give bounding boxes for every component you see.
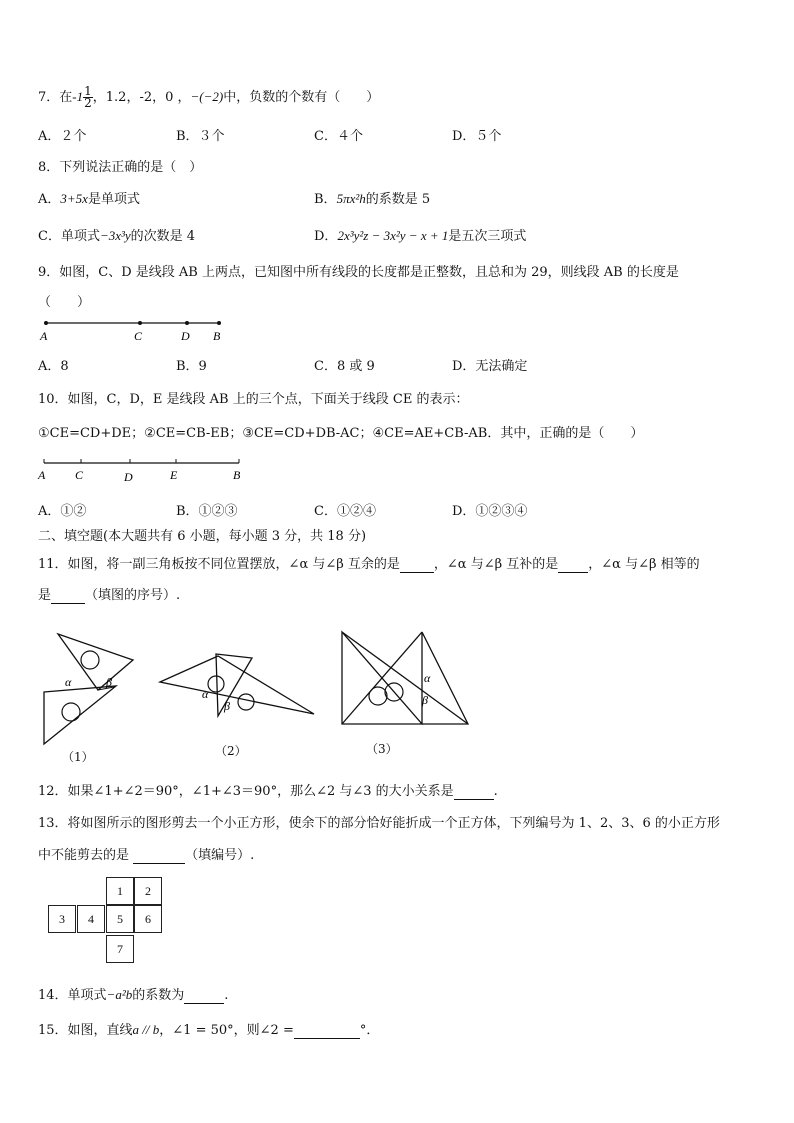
q11-fig2-beta: β [224, 699, 230, 713]
q11-line2: 是 （填图的序号）. [38, 588, 181, 603]
q7-fraction: $\frac{1}{2}$ [84, 84, 92, 110]
q9-option-b[interactable]: B．9 [176, 359, 207, 374]
q10-option-d[interactable]: D．①②③④ [452, 504, 528, 519]
q11-figure-3 [336, 628, 474, 728]
q13-cube-net [48, 877, 164, 965]
net-cell-5: 5 [106, 905, 134, 933]
q11-blank-1[interactable] [400, 557, 434, 573]
q8-option-d[interactable]: D．2x³y²z − 3x²y − x + 1是五次三项式 [314, 228, 527, 244]
q11-line1: 11．如图，将一副三角板按不同位置摆放，∠α 与∠β 互余的是 ，∠α 与∠β 互补的是 ，∠α 与∠β 相等的 [38, 557, 700, 572]
q12-blank[interactable] [454, 784, 494, 800]
q7-stem: 7．在-1 $\frac{1}{2}$ ，1.2，-2，0 ，−(−2)中，负数的个数有（ ） [38, 84, 380, 110]
q7-option-d[interactable]: D．５个 [452, 129, 502, 144]
q15-blank[interactable] [294, 1023, 360, 1039]
q11-blank-2[interactable] [558, 557, 588, 573]
q9-point-c: C [134, 329, 143, 343]
q9-option-d[interactable]: D．无法确定 [452, 359, 528, 374]
q12-stem: 12．如果∠1+∠2＝90°，∠1+∠3＝90°，那么∠2 与∠3 的大小关系是 . [38, 784, 498, 799]
q11-fig3-beta: β [422, 693, 428, 707]
net-cell-3: 3 [48, 905, 76, 933]
q9-stem: 9．如图，C、D 是线段 AB 上两点，已知图中所有线段的长度都是正整数，且总和为 29，则线段 AB 的长度是 [38, 265, 679, 280]
q11-fig1-label: （1） [62, 750, 94, 764]
q9-segment-figure [36, 314, 236, 346]
q10-option-b[interactable]: B．①②③ [176, 504, 238, 519]
net-cell-7: 7 [106, 935, 134, 963]
q9-paren: （ ） [38, 295, 91, 310]
q14-blank[interactable] [184, 988, 224, 1004]
q10-stem: 10．如图，C，D，E 是线段 AB 上的三个点，下面关于线段 CE 的表示： [38, 392, 469, 407]
q10-option-c[interactable]: C．①②④ [314, 504, 376, 519]
q11-fig1-beta: β [106, 675, 112, 689]
q14-stem: 14．单项式−a²b的系数为 . [38, 987, 229, 1003]
q7-option-c[interactable]: C．４个 [314, 129, 363, 144]
q10-point-c: C [75, 468, 84, 482]
q15-stem: 15．如图，直线a // b，∠1 = 50°，则∠2 = °． [38, 1022, 380, 1038]
q10-point-a: A [38, 468, 46, 482]
q11-blank-3[interactable] [51, 588, 85, 604]
net-cell-4: 4 [77, 905, 105, 933]
q9-point-a: A [40, 329, 48, 343]
q10-expressions: ①CE=CD+DE；②CE=CB-EB；③CE=CD+DB-AC；④CE=AE+CB-AB．其中，正确的是（ ） [38, 426, 644, 441]
q11-figure-2 [154, 628, 320, 724]
q7-option-a[interactable]: A．２个 [38, 129, 87, 144]
q8-option-b[interactable]: B．5πx²h的系数是 5 [314, 191, 431, 207]
q8-option-c[interactable]: C．单项式−3x³y的次数是 4 [38, 228, 196, 244]
q8-option-a[interactable]: A．3+5x是单项式 [38, 191, 140, 207]
q11-figure-1 [38, 630, 140, 748]
q13-blank[interactable] [133, 848, 185, 864]
q10-option-a[interactable]: A．①② [38, 504, 87, 519]
q9-option-c[interactable]: C．8 或 9 [314, 359, 375, 374]
q10-point-d: D [124, 470, 133, 484]
q13-line1: 13．将如图所示的图形剪去一个小正方形，使余下的部分恰好能折成一个正方体，下列编号为 1、2、3、6 的小正方形 [38, 816, 720, 831]
q13-line2: 中不能剪去的是 （填编号）. [38, 848, 255, 863]
q11-fig2-label: （2） [215, 744, 247, 758]
q9-point-b: B [213, 329, 221, 343]
q9-option-a[interactable]: A．8 [38, 359, 69, 374]
q11-fig2-alpha: α [202, 687, 209, 701]
net-cell-1: 1 [106, 877, 134, 905]
q8-stem: 8．下列说法正确的是（ ） [38, 160, 203, 175]
net-cell-2: 2 [134, 877, 162, 905]
q10-point-e: E [170, 468, 178, 482]
q11-fig3-label: （3） [366, 742, 398, 756]
q11-fig3-alpha: α [424, 671, 431, 685]
q10-point-b: B [233, 468, 241, 482]
q9-point-d: D [181, 329, 190, 343]
section-title-fill-in: 二、填空题(本大题共有 6 小题，每小题 3 分，共 18 分) [38, 529, 367, 544]
net-cell-6: 6 [134, 905, 162, 933]
q10-segment-figure [34, 455, 254, 485]
q11-fig1-alpha: α [65, 675, 72, 689]
q7-mixed-whole: -1 [72, 89, 84, 104]
q7-option-b[interactable]: B．３个 [176, 129, 225, 144]
